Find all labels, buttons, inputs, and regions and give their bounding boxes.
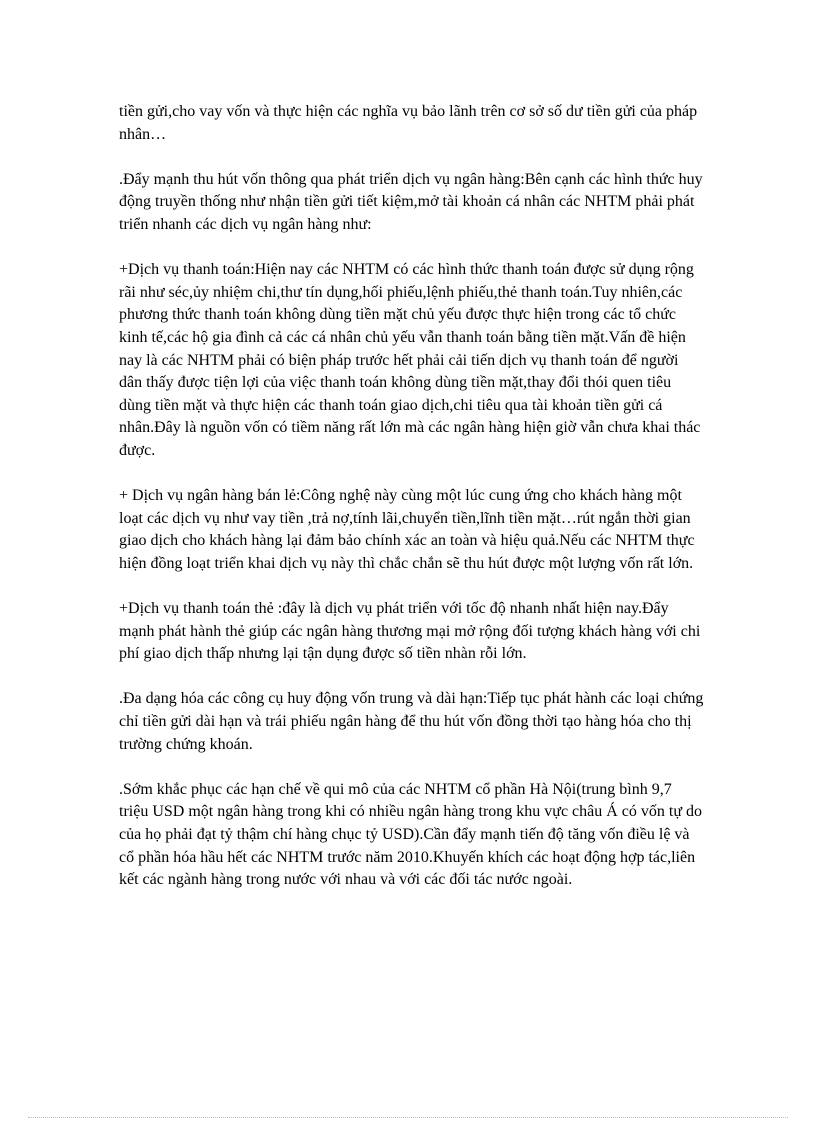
paragraph-capital-instruments: .Đa dạng hóa các công cụ huy động vốn trung và dài hạn:Tiếp tục phát hành các loại chứng chỉ tiền gửi dài hạn và trái phiếu ngân hàng để thu hút vốn đồng thời tạo hàng hóa cho thị trường chứng khoán. (119, 690, 704, 753)
paragraph-banking-services: .Đẩy mạnh thu hút vốn thông qua phát triển dịch vụ ngân hàng:Bên cạnh các hình thức huy động truyền thống như nhận tiền gửi tiết kiệm,mở tài khoản cá nhân các NHTM phải phát triển nhanh các dịch vụ ngân hàng như: (119, 170, 703, 233)
paragraph-deposit-continuation: tiền gửi,cho vay vốn và thực hiện các nghĩa vụ bảo lãnh trên cơ sở số dư tiền gửi của pháp nhân… (119, 103, 698, 143)
paragraph-retail-banking: + Dịch vụ ngân hàng bán lẻ:Công nghệ này cùng một lúc cung ứng cho khách hàng một loạt các dịch vụ như vay tiền ,trả nợ,tính lãi,chuyển tiền,lĩnh tiền mặt…rút ngắn thời gian giao dịch cho khách hàng lại đảm bảo chính xác an toàn và hiệu quả.Nếu các NHTM thực hiện đồng loạt triển khai dịch vụ này thì chắc chắn sẽ thu hút được một lượng vốn rất lớn. (119, 487, 695, 572)
paragraph-payment-services: +Dịch vụ thanh toán:Hiện nay các NHTM có các hình thức thanh toán được sử dụng rộng rãi như séc,ủy nhiệm chi,thư tín dụng,hối phiếu,lệnh phiếu,thẻ thanh toán.Tuy nhiên,các phương thức thanh toán không dùng tiền mặt chủ yếu được thực hiện trong các tổ chức kinh tế,các hộ gia đình cả các cá nhân chủ yếu vẫn thanh toán bằng tiền mặt.Vấn đề hiện nay là các NHTM phải có biện pháp trước hết phải cải tiến dịch vụ thanh toán để người dân thấy được tiện lợi của việc thanh toán không dùng tiền mặt,thay đổi thói quen tiêu dùng tiền mặt và thực hiện các thanh toán giao dịch,chi tiêu qua tài khoản tiền gửi cá nhân.Đây là nguồn vốn có tiềm năng rất lớn mà các ngân hàng hiện giờ vẫn chưa khai thác được. (119, 261, 701, 459)
paragraph-scale-limitations: .Sớm khắc phục các hạn chế về qui mô của các NHTM cổ phần Hà Nội(trung bình 9,7 triệu USD một ngân hàng trong khi có nhiều ngân hàng trong khu vực châu Á có vốn tự do của họ phải đạt tỷ thậm chí hàng chục tỷ USD).Cần đẩy mạnh tiến độ tăng vốn điều lệ và cổ phần hóa hầu hết các NHTM trước năm 2010.Khuyến khích các hoạt động hợp tác,liên kết các ngành hàng trong nước với nhau và với các đối tác nước ngoài. (119, 780, 703, 889)
document-body (119, 101, 705, 914)
paragraph-card-payment: +Dịch vụ thanh toán thẻ :đây là dịch vụ phát triển với tốc độ nhanh nhất hiện nay.Đẩy mạnh phát hành thẻ giúp các ngân hàng thương mại mở rộng đối tượng khách hàng với chi phí giao dịch thấp nhưng lại tận dụng được số tiền nhàn rỗi lớn. (119, 600, 701, 663)
page-bottom-divider (28, 1117, 788, 1118)
